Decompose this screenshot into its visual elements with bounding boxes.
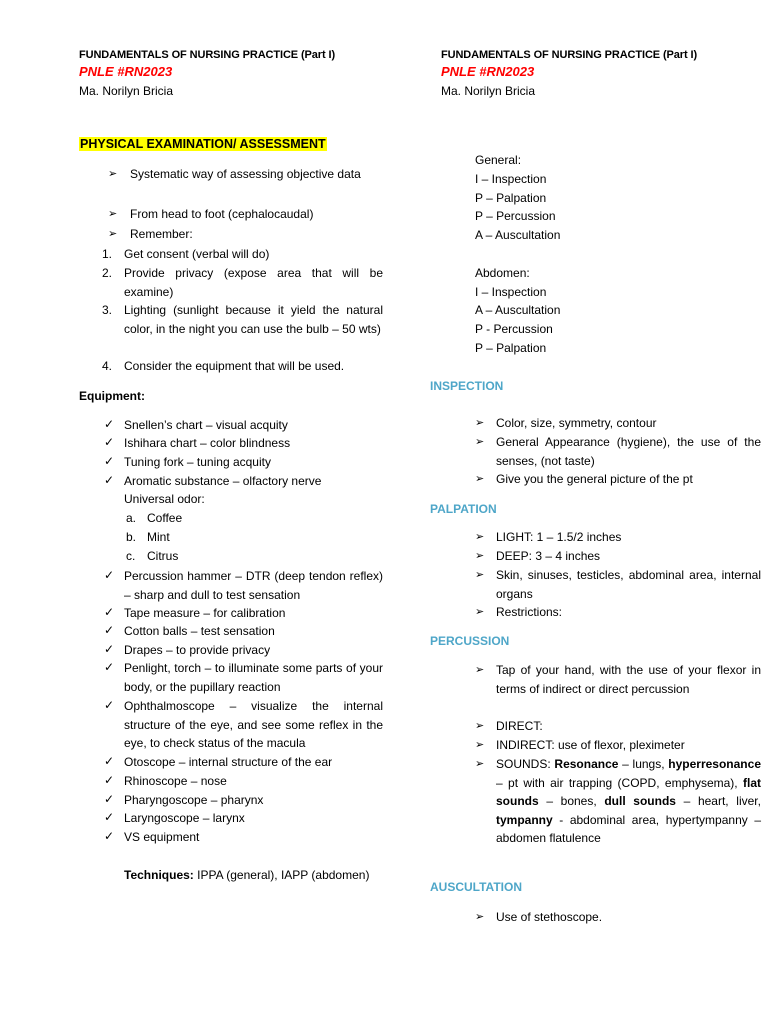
percussion-heading: PERCUSSION — [430, 634, 510, 648]
equipment-item: Ophthalmoscope – visualize the internal structure of the eye, and see some reflex in the eye, to check status of the macula — [124, 699, 383, 751]
header-title: FUNDAMENTALS OF NURSING PRACTICE (Part I) — [79, 49, 336, 61]
header-author: Ma. Norilyn Bricia — [79, 84, 174, 98]
arrow-bullet-icon: ➢ — [475, 436, 485, 448]
inspection-item: General Appearance (hygiene), the use of the senses, (not taste) — [496, 435, 761, 468]
header-author: Ma. Norilyn Bricia — [441, 84, 536, 98]
equipment-item: VS equipment — [124, 830, 200, 844]
equipment-item: Tuning fork – tuning acquity — [124, 455, 271, 469]
equipment-item: Tape measure – for calibration — [124, 606, 286, 620]
arrow-bullet-icon: ➢ — [475, 739, 485, 751]
abdomen-item: I – Inspection — [475, 285, 547, 299]
numbered-item: Get consent (verbal will do) — [124, 247, 270, 261]
equipment-item: Drapes – to provide privacy — [124, 643, 271, 657]
odor-letter: c. — [126, 549, 136, 563]
inspection-item: Give you the general picture of the pt — [496, 472, 693, 486]
abdomen-label: Abdomen: — [475, 266, 530, 280]
arrow-bullet-icon: ➢ — [475, 720, 485, 732]
check-icon: ✓ — [104, 792, 115, 806]
general-label: General: — [475, 153, 522, 167]
sound-resonance-desc: – lungs, — [618, 757, 669, 771]
abdomen-item: P - Percussion — [475, 322, 553, 336]
odor-item: Citrus — [147, 549, 179, 563]
check-icon: ✓ — [104, 417, 115, 431]
list-number: 2. — [102, 266, 113, 280]
check-icon: ✓ — [104, 473, 115, 487]
bullet-item: From head to foot (cephalocaudal) — [130, 207, 314, 221]
percussion-item: DIRECT: — [496, 719, 543, 733]
check-icon: ✓ — [104, 605, 115, 619]
check-icon: ✓ — [104, 642, 115, 656]
equipment-item: Pharyngoscope – pharynx — [124, 793, 264, 807]
sound-dull-desc: – heart, liver, — [675, 794, 761, 809]
section-title — [79, 135, 327, 153]
sound-hyperresonance: hyperresonance — [668, 757, 761, 771]
check-icon: ✓ — [104, 698, 115, 712]
check-icon: ✓ — [104, 754, 115, 768]
palpation-item: LIGHT: 1 – 1.5/2 inches — [496, 530, 622, 544]
equipment-item: Aromatic substance – olfactory nerve — [124, 474, 322, 488]
sounds-item — [496, 755, 761, 848]
general-item: P – Percussion — [475, 209, 556, 223]
equipment-item: Percussion hammer – DTR (deep tendon reflex) – sharp and dull to test sensation — [124, 569, 383, 602]
odor-item: Mint — [147, 530, 170, 544]
sound-hyperresonance-desc: – pt with air trapping (COPD, emphysema), — [496, 775, 743, 790]
equipment-item: Penlight, torch – to illuminate some parts of your body, or the pupillary reaction — [124, 661, 383, 694]
equipment-item: Universal odor: — [124, 492, 205, 506]
list-number: 1. — [102, 247, 113, 261]
check-icon: ✓ — [104, 435, 115, 449]
equipment-item: Rhinoscope – nose — [124, 774, 227, 788]
sound-dull: dull sounds — [604, 794, 676, 809]
check-icon: ✓ — [104, 568, 115, 582]
abdomen-item: A – Auscultation — [475, 303, 561, 317]
numbered-item: Consider the equipment that will be used. — [124, 359, 345, 373]
header-pnle: PNLE #RN2023 — [79, 64, 173, 79]
arrow-bullet-icon: ➢ — [475, 569, 485, 581]
header-pnle: PNLE #RN2023 — [441, 64, 535, 79]
abdomen-item: P – Palpation — [475, 341, 547, 355]
arrow-bullet-icon: ➢ — [475, 758, 485, 770]
percussion-item: INDIRECT: use of flexor, pleximeter — [496, 738, 685, 752]
arrow-bullet-icon: ➢ — [108, 208, 118, 220]
sound-flat: flat sounds — [496, 775, 761, 809]
arrow-bullet-icon: ➢ — [475, 531, 485, 543]
numbered-item: Provide privacy (expose area that will be examine) — [124, 266, 383, 299]
check-icon: ✓ — [104, 773, 115, 787]
sound-tympanny: tympanny — [496, 812, 553, 827]
palpation-item: Skin, sinuses, testicles, abdominal area, internal organs — [496, 568, 761, 601]
equipment-item: Laryngoscope – larynx — [124, 811, 245, 825]
arrow-bullet-icon: ➢ — [475, 911, 485, 923]
techniques-line — [124, 866, 369, 885]
arrow-bullet-icon: ➢ — [108, 228, 118, 240]
list-number: 3. — [102, 303, 113, 317]
equipment-item: Otoscope – internal structure of the ear — [124, 755, 333, 769]
arrow-bullet-icon: ➢ — [475, 606, 485, 618]
odor-letter: b. — [126, 530, 137, 544]
palpation-item: DEEP: 3 – 4 inches — [496, 549, 601, 563]
check-icon: ✓ — [104, 829, 115, 843]
bullet-item: Systematic way of assessing objective data — [130, 167, 361, 181]
techniques-label: Techniques: — [124, 868, 194, 882]
techniques-text: IPPA (general), IAPP (abdomen) — [193, 868, 370, 882]
check-icon: ✓ — [104, 454, 115, 468]
percussion-item: Tap of your hand, with the use of your flexor in terms of indirect or direct percussion — [496, 663, 761, 696]
check-icon: ✓ — [104, 810, 115, 824]
check-icon: ✓ — [104, 660, 115, 674]
odor-letter: a. — [126, 511, 137, 525]
arrow-bullet-icon: ➢ — [475, 417, 485, 429]
equipment-label: Equipment: — [79, 389, 145, 403]
auscultation-heading: AUSCULTATION — [430, 880, 522, 894]
header-title: FUNDAMENTALS OF NURSING PRACTICE (Part I) — [441, 49, 698, 61]
auscultation-item: Use of stethoscope. — [496, 910, 603, 924]
list-number: 4. — [102, 359, 113, 373]
arrow-bullet-icon: ➢ — [108, 168, 118, 180]
general-item: I – Inspection — [475, 172, 547, 186]
sounds-label: SOUNDS: — [496, 757, 551, 771]
numbered-item: Lighting (sunlight because it yield the natural color, in the night you can use the bulb – 50 wts) — [124, 303, 383, 336]
equipment-item: Snellen’s chart – visual acquity — [124, 418, 288, 432]
general-item: P – Palpation — [475, 191, 547, 205]
equipment-item: Cotton balls – test sensation — [124, 624, 275, 638]
sound-tympanny-desc: - abdominal area, hypertympanny – abdomen flatulence — [496, 812, 761, 846]
equipment-item: Ishihara chart – color blindness — [124, 436, 291, 450]
palpation-heading: PALPATION — [430, 502, 497, 516]
sound-resonance: Resonance — [554, 757, 619, 771]
arrow-bullet-icon: ➢ — [475, 664, 485, 676]
arrow-bullet-icon: ➢ — [475, 550, 485, 562]
odor-item: Coffee — [147, 511, 183, 525]
check-icon: ✓ — [104, 623, 115, 637]
sound-flat-desc: – bones, — [538, 794, 605, 809]
palpation-item: Restrictions: — [496, 605, 563, 619]
general-item: A – Auscultation — [475, 228, 561, 242]
inspection-item: Color, size, symmetry, contour — [496, 416, 657, 430]
section-title-text: PHYSICAL EXAMINATION/ ASSESSMENT — [80, 137, 326, 151]
bullet-item: Remember: — [130, 227, 193, 241]
inspection-heading: INSPECTION — [430, 379, 504, 393]
arrow-bullet-icon: ➢ — [475, 473, 485, 485]
